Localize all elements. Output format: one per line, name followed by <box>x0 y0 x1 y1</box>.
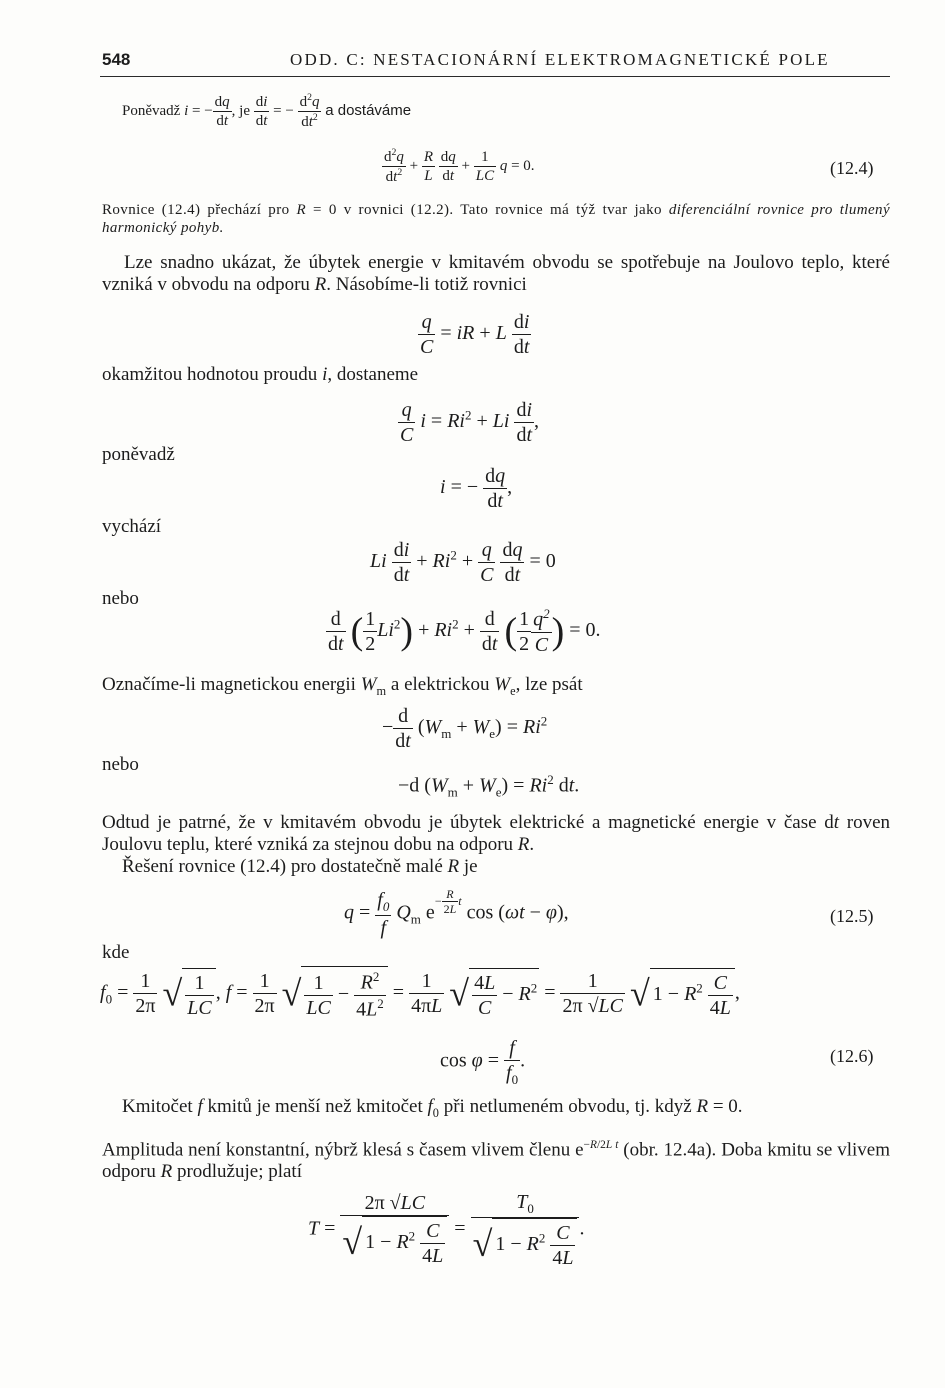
intro-lead: Poněvadž <box>122 102 181 119</box>
intro-dostavame: a dostáváme <box>325 101 412 119</box>
paragraph-1: Rovnice (12.4) přechází pro R = 0 v rovnici (12.2). Tato rovnice má týž tvar jako diferenciální rovnice pro tlumený harmonický pohyb. <box>102 202 891 236</box>
equation-energy-derivative: $\frac{d}{dt}$ ( $\frac{1}{2}$ $Li^2) + Ri^2$ + $\frac{d}{dt}$ ( $\frac{1}{2}$ $\frac{q^2}{C}$ ) = 0. <box>328 606 601 656</box>
eq-number-12-5: (12.5) <box>830 906 874 926</box>
paragraph-4: Označíme-li magnetickou energii $W_m$ a elektrickou $W_e$, lze psát <box>102 674 583 698</box>
equation-energy-loss: − $\frac{d}{dt}$ $(W_m + W_e) = Ri^2$ <box>382 705 548 752</box>
label-ponevadz: poněvadž <box>102 444 175 465</box>
equation-current: i = − $\frac{dq}{dt}$ , <box>440 465 513 512</box>
page-number: 548 <box>102 50 131 69</box>
equation-energy-balance: Li $\frac{di}{dt}$ + $Ri^2$ + $\frac{q}{C}$ $\frac{dq}{dt}$ = 0 <box>370 539 556 586</box>
paragraph-5: Odtud je patrné, že v kmitavém obvodu je úbytek elektrické a magnetické energie v čase dt roven Joulovu teplu, které vzniká za stejnou dobu na odporu R. <box>102 812 891 855</box>
equation-voltage: $\frac{q}{C}$ = iR + L $\frac{di}{dt}$ <box>420 311 530 358</box>
label-vychazi: vychází <box>102 516 162 537</box>
paragraph-7: Kmitočet f kmitů je menší než kmitočet $f_0$ při netlumeném obvodu, tj. když R = 0. <box>122 1096 743 1120</box>
label-nebo-2: nebo <box>102 754 139 775</box>
label-kde: kde <box>102 942 130 963</box>
equation-energy-differential: −d $(W_m + W_e) = Ri^2$ dt. <box>398 772 580 800</box>
running-title: ODD. C: NESTACIONÁRNÍ ELEKTROMAGNETICKÉ POLE <box>290 50 830 69</box>
eq-number-12-6: (12.6) <box>830 1046 874 1066</box>
header-rule <box>100 76 890 77</box>
paragraph-3: okamžitou hodnotou proudu i, dostaneme <box>102 364 419 385</box>
paragraph-8: Amplituda není konstantní, nýbrž klesá s časem vlivem členu $e^{-R/2L t}$ (obr. 12.4a). Doba kmitu se vlivem odporu R prodlužuje; platí <box>102 1139 890 1183</box>
equation-12-5: q = $\frac{f_0}{f}$ $Q_m$ $e^{- \frac{R}{2L} t}$ cos (ωt − φ), <box>344 887 569 939</box>
paragraph-2: Lze snadno ukázat, že úbytek energie v kmitavém obvodu se spotřebuje na Joulovo teplo, které vzniká v obvodu na odporu R. Násobíme-li totiž rovnici <box>102 252 890 295</box>
equation-12-4: $\frac{d^2q}{dt^2}$ + $\frac{R}{L}$ $\frac{dq}{dt}$ + $\frac{1}{LC}$ q = 0. <box>384 147 535 185</box>
intro-je: je <box>239 102 250 119</box>
equation-cos-phi: cos φ = $\frac{f}{f_0}$ . <box>440 1037 526 1087</box>
eq-12-4-rhs: = 0. <box>511 157 535 174</box>
equation-period: T = 2π √LC √ $1 - R^2$ $\frac{C}{4L}$ = $T_0$ √ $1 - R^2$ $\frac{C}{4L}$ . <box>308 1191 585 1269</box>
paragraph-6: Řešení rovnice (12.4) pro dostatečně malé R je <box>122 856 478 877</box>
eq-number-12-4: (12.4) <box>830 158 874 178</box>
label-nebo-1: nebo <box>102 588 139 609</box>
equation-frequencies: $f_0$ = $\frac{1}{2\pi}$ √ $\frac{1}{LC}$ , f = $\frac{1}{2\pi}$ √ $\frac{1}{LC}$ − $\frac{R^2}{4L^2}$ = $\frac{1}{4\pi L}$ √ $\frac{4L}{C}$ − $R^2$ = $\frac{1}{2\pi √LC}$ √ $1 - R^2$ $\frac{C}{4L}$ , <box>100 966 740 1021</box>
intro-line: Poněvadž i = − $\frac{dq}{dt}$ , je $\frac{di}{dt}$ = − $\frac{d^2q}{dt^2}$ a dostáváme <box>122 92 412 130</box>
equation-power: $\frac{q}{C}$ $i = Ri^2 + Li$ $\frac{di}{dt}$ , <box>400 399 539 446</box>
